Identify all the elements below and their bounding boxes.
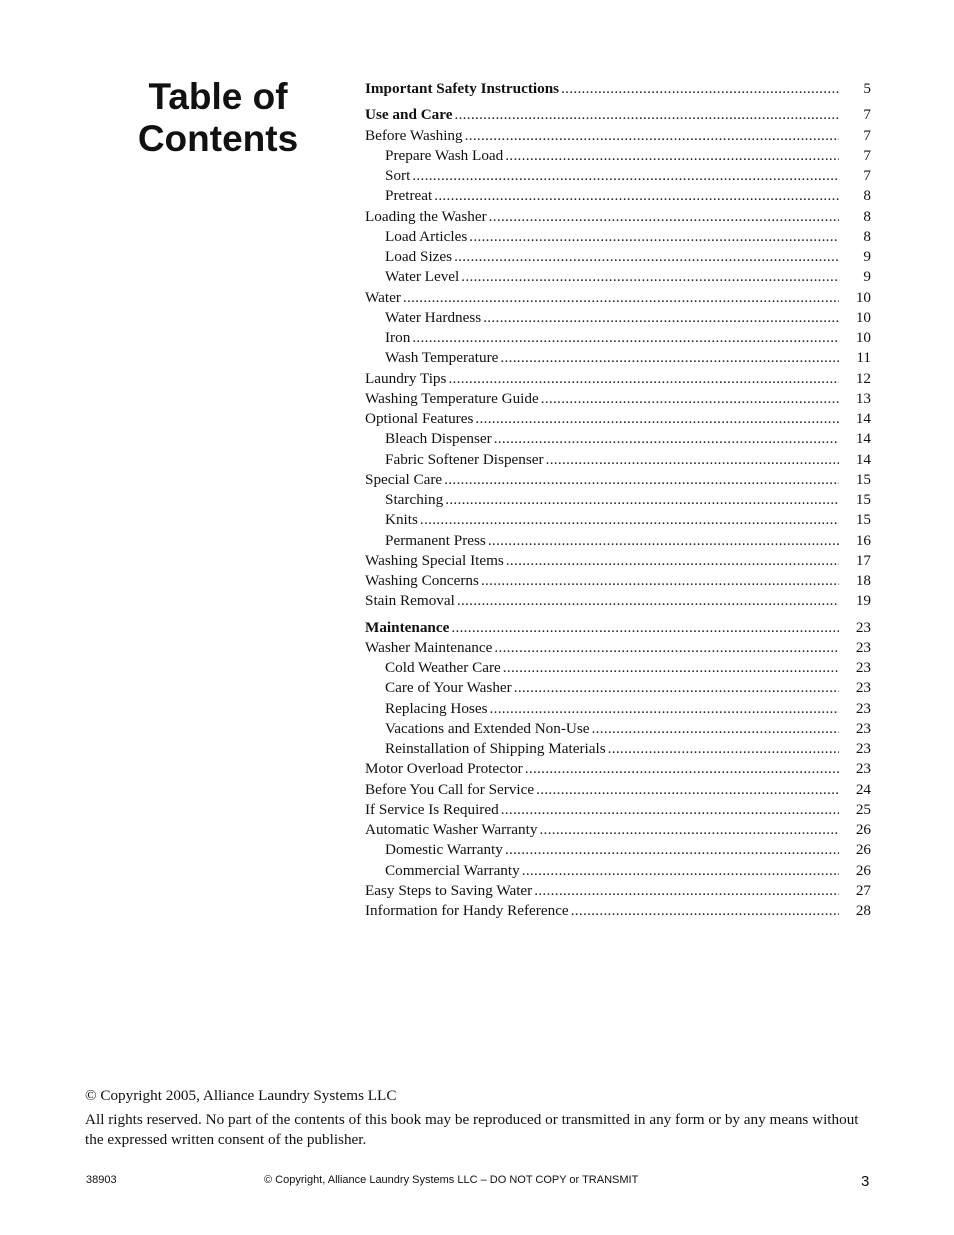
toc-entry-title: Easy Steps to Saving Water <box>365 881 533 899</box>
toc-entry[interactable] <box>365 490 871 510</box>
toc-entry[interactable] <box>365 369 871 389</box>
toc-entry-page: 14 <box>855 410 871 427</box>
dot-leader <box>522 861 839 881</box>
toc-entry-page: 14 <box>855 430 871 448</box>
toc-entry-page: 16 <box>855 531 871 549</box>
toc-entry-page: 26 <box>855 841 871 859</box>
toc-entry-page: 27 <box>855 881 871 899</box>
toc-entry-title: Laundry Tips <box>365 369 447 387</box>
toc-entry[interactable] <box>365 166 871 186</box>
toc-entry-page: 24 <box>855 780 871 798</box>
toc-entry-title: Water Level <box>385 268 460 286</box>
toc-entry-title: Special Care <box>365 470 443 488</box>
toc-entry-title: Cold Weather Care <box>385 659 501 676</box>
dot-leader <box>488 531 839 551</box>
toc-entry[interactable] <box>365 901 871 921</box>
toc-entry-title: Care of Your Washer <box>385 679 512 697</box>
toc-entry-title: Washing Temperature Guide <box>365 389 539 407</box>
dot-leader <box>412 166 839 186</box>
toc-entry-title: Optional Features <box>365 410 474 427</box>
toc-entry-title: Load Sizes <box>385 248 453 265</box>
rights-statement: All rights reserved. No part of the contents of this book may be reproduced or transmitted in any form or by any means without the expressed written consent of the publisher. <box>85 1111 859 1148</box>
footer-copyright: © Copyright, Alliance Laundry Systems LLC – DO NOT COPY or TRANSMIT <box>264 1174 639 1186</box>
copyright-line: © Copyright 2005, Alliance Laundry Systems LLC <box>85 1087 397 1104</box>
dot-leader <box>490 699 840 719</box>
toc-entry[interactable] <box>365 470 871 490</box>
toc-entry[interactable] <box>365 678 871 698</box>
dot-leader <box>481 571 839 591</box>
toc-entry-page: 8 <box>863 187 871 205</box>
toc-entry-page: 23 <box>855 679 871 697</box>
toc-entry[interactable] <box>365 429 871 449</box>
dot-leader <box>525 759 839 779</box>
toc-entry-page: 23 <box>855 618 871 636</box>
toc-entry[interactable] <box>365 591 871 611</box>
toc-entry-page: 13 <box>855 389 871 407</box>
toc-entry-page: 23 <box>855 699 871 717</box>
toc-entry-title: Prepare Wash Load <box>385 146 504 164</box>
dot-leader <box>412 328 839 348</box>
page-title: Table of Contents <box>137 76 299 159</box>
dot-leader <box>571 901 839 921</box>
toc-entry-title: Water Hardness <box>385 308 482 326</box>
toc-entry-page: 8 <box>863 207 871 225</box>
toc-entry-title: Bleach Dispenser <box>385 430 492 448</box>
toc-entry[interactable] <box>365 638 871 658</box>
toc-entry-page: 10 <box>855 329 871 346</box>
toc-entry-title: Knits <box>385 511 418 529</box>
toc-entry-title: Washing Concerns <box>365 572 479 589</box>
toc-entry[interactable] <box>365 207 871 227</box>
toc-entry-title: Use and Care <box>365 106 453 124</box>
toc-entry-page: 23 <box>855 659 871 676</box>
dot-leader <box>454 105 839 125</box>
dot-leader <box>494 638 839 658</box>
dot-leader <box>501 800 839 820</box>
toc-entry-title: Wash Temperature <box>385 349 499 367</box>
toc-entry-page: 7 <box>863 106 871 124</box>
toc-entry-page: 26 <box>855 821 871 838</box>
dot-leader <box>539 820 839 840</box>
dot-leader <box>506 551 839 571</box>
dot-leader <box>608 739 839 759</box>
toc-entry-title: Before Washing <box>365 126 463 144</box>
toc-entry-page: 12 <box>855 369 871 387</box>
dot-leader <box>448 369 839 389</box>
toc-entry[interactable] <box>365 126 871 146</box>
toc-entry-title: Permanent Press <box>385 531 486 549</box>
toc-entry-page: 25 <box>855 800 871 818</box>
toc-entry[interactable] <box>365 79 871 99</box>
toc-entry-page: 8 <box>863 227 871 245</box>
toc-entry-title: Washer Maintenance <box>365 638 493 656</box>
dot-leader <box>546 450 839 470</box>
toc-entry-title: Reinstallation of Shipping Materials <box>385 740 606 757</box>
dot-leader <box>541 389 839 409</box>
toc-entry-page: 15 <box>855 491 871 508</box>
dot-leader <box>561 79 839 99</box>
dot-leader <box>454 247 839 267</box>
toc-entry[interactable] <box>365 571 871 591</box>
toc-entry-page: 11 <box>856 349 871 367</box>
toc-entry-page: 9 <box>863 248 871 265</box>
toc-entry[interactable] <box>365 308 871 328</box>
toc-entry[interactable] <box>365 288 871 308</box>
toc-entry-title: If Service Is Required <box>365 800 499 818</box>
toc-entry-title: Fabric Softener Dispenser <box>385 450 544 468</box>
dot-leader <box>503 658 839 678</box>
dot-leader <box>536 780 839 800</box>
toc-entry-page: 26 <box>855 861 871 879</box>
dot-leader <box>500 348 839 368</box>
toc-entry-page: 28 <box>855 902 871 919</box>
toc-entry-title: Sort <box>385 167 411 184</box>
toc-entry-page: 19 <box>855 592 871 610</box>
dot-leader <box>489 207 839 227</box>
toc-entry[interactable] <box>365 551 871 571</box>
dot-leader <box>494 429 839 449</box>
toc-entry-title: Load Articles <box>385 227 468 245</box>
toc-entry[interactable] <box>365 186 871 206</box>
toc-entry-page: 23 <box>855 740 871 757</box>
toc-entry-title: Water <box>365 288 401 306</box>
toc-entry[interactable] <box>365 739 871 759</box>
table-of-contents <box>365 79 871 921</box>
toc-entry[interactable] <box>365 146 871 166</box>
toc-entry[interactable] <box>365 840 871 860</box>
toc-entry-title: Stain Removal <box>365 592 455 610</box>
toc-entry[interactable] <box>365 409 871 429</box>
dot-leader <box>444 470 839 490</box>
toc-entry[interactable] <box>365 618 871 638</box>
toc-entry-title: Automatic Washer Warranty <box>365 821 538 838</box>
toc-entry-title: Washing Special Items <box>365 551 504 569</box>
toc-entry-title: Motor Overload Protector <box>365 760 523 778</box>
toc-entry-title: Information for Handy Reference <box>365 902 569 919</box>
dot-leader <box>465 126 839 146</box>
toc-entry-page: 7 <box>863 167 871 184</box>
dot-leader <box>534 881 839 901</box>
toc-entry-title: Important Safety Instructions <box>365 80 560 97</box>
toc-entry-title: Iron <box>385 329 411 346</box>
toc-entry[interactable] <box>365 719 871 739</box>
toc-entry-page: 15 <box>855 511 871 529</box>
dot-leader <box>451 618 839 638</box>
toc-entry-page: 23 <box>855 638 871 656</box>
toc-entry-title: Pretreat <box>385 187 433 205</box>
toc-entry-title: Loading the Washer <box>365 207 487 225</box>
toc-entry-page: 23 <box>855 719 871 737</box>
toc-entry-page: 9 <box>863 268 871 286</box>
dot-leader <box>475 409 839 429</box>
toc-entry[interactable] <box>365 531 871 551</box>
toc-entry-page: 10 <box>855 308 871 326</box>
toc-entry-page: 18 <box>855 572 871 589</box>
toc-entry-title: Commercial Warranty <box>385 861 520 879</box>
dot-leader <box>445 490 839 510</box>
toc-entry-title: Maintenance <box>365 618 450 636</box>
toc-entry[interactable] <box>365 658 871 678</box>
dot-leader <box>461 267 839 287</box>
toc-entry[interactable] <box>365 861 871 881</box>
toc-entry[interactable] <box>365 247 871 267</box>
dot-leader <box>420 510 839 530</box>
toc-entry-page: 14 <box>855 450 871 468</box>
toc-entry-page: 7 <box>863 146 871 164</box>
toc-entry[interactable] <box>365 450 871 470</box>
toc-entry[interactable] <box>365 105 871 125</box>
toc-entry[interactable] <box>365 389 871 409</box>
dot-leader <box>505 146 839 166</box>
toc-entry[interactable] <box>365 699 871 719</box>
document-code: 38903 <box>86 1174 117 1186</box>
dot-leader <box>505 840 839 860</box>
toc-entry-title: Vacations and Extended Non-Use <box>385 719 590 737</box>
dot-leader <box>457 591 839 611</box>
toc-entry-page: 7 <box>863 126 871 144</box>
toc-entry[interactable] <box>365 820 871 840</box>
toc-entry-title: Replacing Hoses <box>385 699 488 717</box>
toc-entry[interactable] <box>365 348 871 368</box>
toc-entry-page: 23 <box>855 760 871 778</box>
toc-entry[interactable] <box>365 800 871 820</box>
dot-leader <box>434 186 839 206</box>
toc-entry-title: Before You Call for Service <box>365 780 535 798</box>
toc-entry-page: 5 <box>863 80 871 97</box>
toc-entry[interactable] <box>365 510 871 530</box>
copyright-notice <box>85 1086 875 1150</box>
toc-entry[interactable] <box>365 759 871 779</box>
dot-leader <box>514 678 839 698</box>
toc-entry-title: Starching <box>385 491 444 508</box>
toc-entry-title: Domestic Warranty <box>385 841 503 859</box>
toc-entry-page: 10 <box>855 288 871 306</box>
dot-leader <box>469 227 839 247</box>
toc-entry[interactable] <box>365 267 871 287</box>
toc-entry[interactable] <box>365 881 871 901</box>
dot-leader <box>483 308 839 328</box>
toc-entry-page: 17 <box>855 551 871 569</box>
dot-leader <box>403 288 839 308</box>
page-number: 3 <box>861 1173 870 1190</box>
dot-leader <box>592 719 839 739</box>
toc-entry[interactable] <box>365 328 871 348</box>
toc-entry-page: 15 <box>855 470 871 488</box>
toc-entry[interactable] <box>365 227 871 247</box>
toc-entry[interactable] <box>365 780 871 800</box>
